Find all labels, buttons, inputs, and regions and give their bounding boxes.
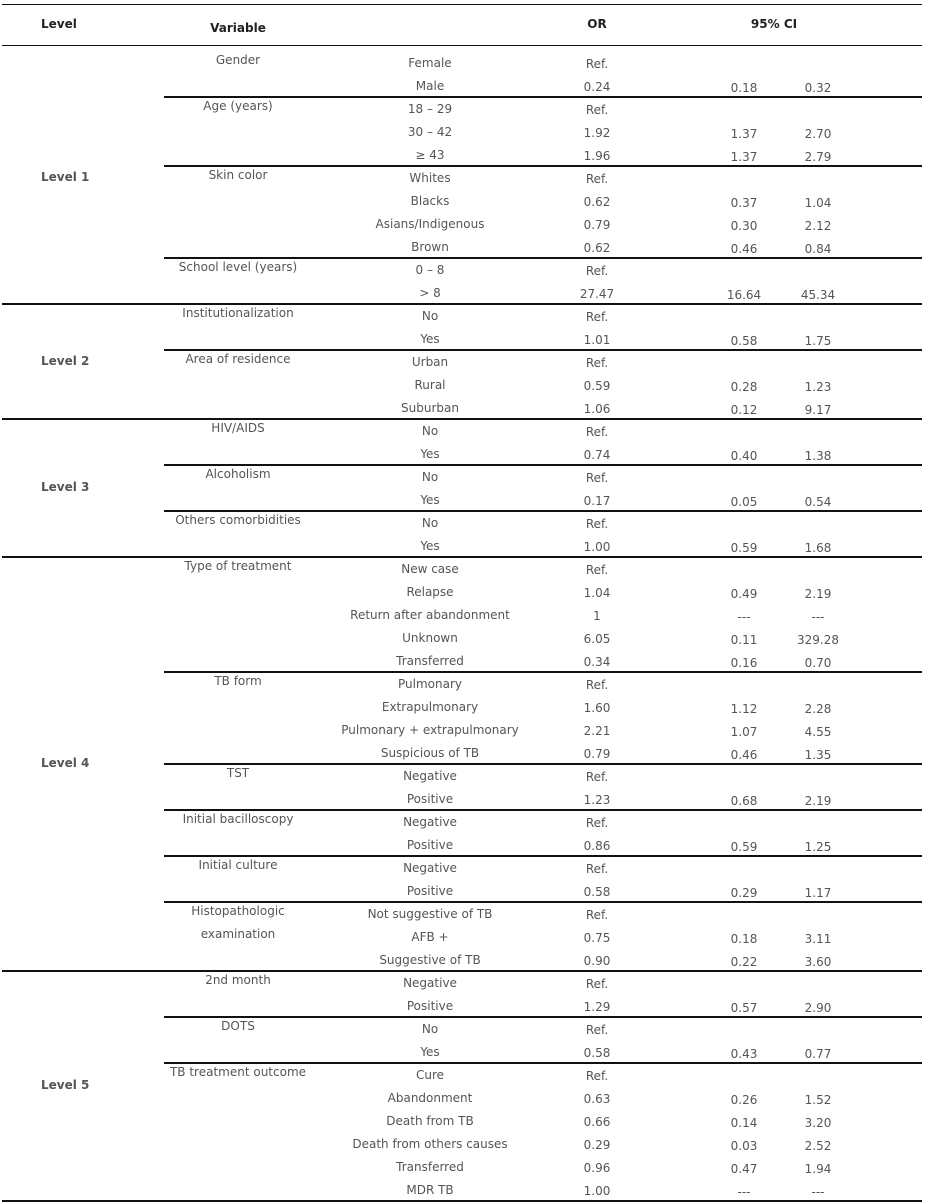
odds-ratio-value: 0.86	[583, 839, 611, 853]
odds-ratio-value: Ref.	[585, 1069, 609, 1083]
odds-ratio-value: 0.75	[583, 931, 611, 945]
category-label: Negative	[403, 815, 457, 829]
ci-upper-value: 0.77	[804, 1047, 832, 1061]
ci-upper-value: 9.17	[804, 403, 832, 417]
odds-ratio-value: Ref.	[585, 517, 609, 531]
group-divider	[164, 1016, 922, 1018]
category-label: No	[421, 424, 439, 438]
odds-ratio-value: 0.90	[583, 954, 611, 968]
ci-lower-value: 1.12	[730, 702, 758, 716]
category-label: Relapse	[406, 585, 454, 599]
level-label: Level 3	[41, 480, 90, 494]
category-label: Negative	[403, 976, 457, 990]
group-divider	[164, 464, 922, 466]
ci-lower-value: 1.37	[730, 127, 758, 141]
level-label: Level 5	[41, 1078, 90, 1092]
header-or: OR	[587, 17, 607, 31]
variable-name: Initial bacilloscopy	[182, 812, 294, 826]
group-divider	[164, 510, 922, 512]
odds-ratio-value: 0.58	[583, 1046, 611, 1060]
category-label: Positive	[406, 884, 454, 898]
category-label: Yes	[420, 539, 440, 553]
ci-lower-value: 0.29	[730, 886, 758, 900]
ci-lower-value: 0.47	[730, 1162, 758, 1176]
odds-ratio-value: 0.96	[583, 1161, 611, 1175]
ci-lower-value: 0.46	[730, 748, 758, 762]
category-label: Yes	[420, 332, 440, 346]
header-level: Level	[41, 17, 77, 31]
category-label: 0 – 8	[415, 263, 445, 277]
category-label: Extrapulmonary	[381, 700, 479, 714]
ci-upper-value: 2.70	[804, 127, 832, 141]
variable-name: DOTS	[221, 1019, 255, 1033]
category-label: Transferred	[396, 1160, 464, 1174]
ci-lower-value: 0.03	[730, 1139, 758, 1153]
category-label: Blacks	[410, 194, 450, 208]
variable-name: HIV/AIDS	[211, 421, 265, 435]
category-label: Return after abandonment	[350, 608, 510, 622]
ci-upper-value: 1.52	[804, 1093, 832, 1107]
odds-ratio-value: 0.62	[583, 195, 611, 209]
level-label: Level 4	[41, 756, 90, 770]
odds-ratio-value: 6.05	[583, 632, 611, 646]
odds-ratio-value: 0.62	[583, 241, 611, 255]
odds-ratio-value: Ref.	[585, 172, 609, 186]
odds-ratio-value: Ref.	[585, 1023, 609, 1037]
group-divider	[164, 763, 922, 765]
odds-ratio-value: 0.74	[583, 448, 611, 462]
category-label: Death from TB	[386, 1114, 474, 1128]
ci-lower-value: 0.22	[730, 955, 758, 969]
group-divider	[164, 809, 922, 811]
odds-ratio-value: Ref.	[585, 310, 609, 324]
category-label: Negative	[403, 861, 457, 875]
ci-lower-value: 0.26	[730, 1093, 758, 1107]
variable-name: Skin color	[208, 168, 268, 182]
ci-lower-value: 0.43	[730, 1047, 758, 1061]
variable-name: Initial culture	[198, 858, 278, 872]
ci-upper-value: 4.55	[804, 725, 832, 739]
odds-ratio-value: Ref.	[585, 425, 609, 439]
odds-ratio-value: 1.06	[583, 402, 611, 416]
odds-ratio-value: Ref.	[585, 977, 609, 991]
group-divider	[164, 901, 922, 903]
variable-name: Gender	[215, 53, 261, 67]
ci-lower-value: 0.12	[730, 403, 758, 417]
ci-upper-value: 2.90	[804, 1001, 832, 1015]
category-label: Suburban	[401, 401, 459, 415]
category-label: Death from others causes	[352, 1137, 508, 1151]
ci-lower-value: 0.68	[730, 794, 758, 808]
category-label: ≥ 43	[415, 148, 445, 162]
ci-upper-value: 1.94	[804, 1162, 832, 1176]
ci-lower-value: 0.18	[730, 932, 758, 946]
odds-ratio-value: 1.92	[583, 126, 611, 140]
variable-name: TST	[226, 766, 250, 780]
group-divider	[164, 671, 922, 673]
variable-name: Type of treatment	[184, 559, 292, 573]
odds-ratio-value: Ref.	[585, 816, 609, 830]
category-label: Whites	[409, 171, 451, 185]
odds-ratio-value: Ref.	[585, 356, 609, 370]
category-label: AFB +	[411, 930, 449, 944]
ci-lower-value: ---	[737, 610, 751, 624]
ci-lower-value: 0.57	[730, 1001, 758, 1015]
variable-name: examination	[200, 927, 276, 941]
ci-lower-value: 0.59	[730, 840, 758, 854]
ci-upper-value: 2.28	[804, 702, 832, 716]
ci-upper-value: 3.11	[804, 932, 832, 946]
category-label: Brown	[411, 240, 449, 254]
ci-upper-value: 2.79	[804, 150, 832, 164]
ci-upper-value: 3.60	[804, 955, 832, 969]
odds-ratio-value: 1.00	[583, 1184, 611, 1198]
category-label: Rural	[414, 378, 446, 392]
level-divider	[2, 418, 922, 420]
group-divider	[164, 96, 922, 98]
category-label: > 8	[419, 286, 441, 300]
odds-ratio-value: Ref.	[585, 908, 609, 922]
ci-upper-value: ---	[811, 610, 825, 624]
category-label: Yes	[420, 1045, 440, 1059]
category-label: Female	[408, 56, 452, 70]
variable-name: Alcoholism	[205, 467, 271, 481]
ci-upper-value: 0.70	[804, 656, 832, 670]
group-divider	[164, 1062, 922, 1064]
category-label: 18 – 29	[407, 102, 453, 116]
odds-ratio-value: Ref.	[585, 862, 609, 876]
category-label: 30 – 42	[407, 125, 453, 139]
ci-upper-value: 1.68	[804, 541, 832, 555]
odds-ratio-value: Ref.	[585, 264, 609, 278]
ci-lower-value: 0.14	[730, 1116, 758, 1130]
odds-ratio-value: 1.00	[583, 540, 611, 554]
ci-upper-value: 1.38	[804, 449, 832, 463]
ci-upper-value: 0.54	[804, 495, 832, 509]
group-divider	[164, 349, 922, 351]
odds-ratio-value: Ref.	[585, 57, 609, 71]
odds-ratio-value: 1.60	[583, 701, 611, 715]
category-label: Suspicious of TB	[380, 746, 480, 760]
variable-name: TB form	[214, 674, 262, 688]
category-label: Yes	[420, 493, 440, 507]
odds-ratio-value: 0.79	[583, 747, 611, 761]
group-divider	[164, 165, 922, 167]
ci-upper-value: 1.04	[804, 196, 832, 210]
ci-upper-value: 2.12	[804, 219, 832, 233]
odds-ratio-value: Ref.	[585, 103, 609, 117]
odds-ratio-value: Ref.	[585, 678, 609, 692]
group-divider	[164, 855, 922, 857]
category-label: No	[421, 516, 439, 530]
ci-upper-value: ---	[811, 1185, 825, 1199]
level-divider	[2, 970, 922, 972]
ci-lower-value: 0.16	[730, 656, 758, 670]
ci-lower-value: 0.30	[730, 219, 758, 233]
odds-ratio-value: 0.34	[583, 655, 611, 669]
table-top-rule	[2, 4, 922, 5]
odds-ratio-value: Ref.	[585, 563, 609, 577]
variable-name: TB treatment outcome	[169, 1065, 307, 1079]
odds-ratio-value: 27.47	[579, 287, 615, 301]
variable-name: Age (years)	[203, 99, 273, 113]
level-label: Level 2	[41, 354, 90, 368]
group-divider	[164, 257, 922, 259]
ci-lower-value: 0.49	[730, 587, 758, 601]
odds-ratio-value: 0.17	[583, 494, 611, 508]
odds-ratio-value: 0.29	[583, 1138, 611, 1152]
level-label: Level 1	[41, 170, 90, 184]
odds-ratio-value: 0.24	[583, 80, 611, 94]
ci-lower-value: 0.46	[730, 242, 758, 256]
ci-upper-value: 1.23	[804, 380, 832, 394]
ci-lower-value: 0.58	[730, 334, 758, 348]
odds-ratio-value: 0.79	[583, 218, 611, 232]
category-label: Suggestive of TB	[379, 953, 481, 967]
ci-lower-value: 0.18	[730, 81, 758, 95]
category-label: Positive	[406, 792, 454, 806]
category-label: Unknown	[402, 631, 458, 645]
ci-upper-value: 1.75	[804, 334, 832, 348]
ci-upper-value: 45.34	[800, 288, 836, 302]
odds-ratio-value: 0.58	[583, 885, 611, 899]
variable-name: Area of residence	[185, 352, 291, 366]
odds-ratio-value: 1.23	[583, 793, 611, 807]
odds-ratio-value: 1	[593, 609, 601, 623]
category-label: Yes	[420, 447, 440, 461]
variable-name: Institutionalization	[182, 306, 294, 320]
table-bottom-rule	[2, 1200, 922, 1202]
variable-name: Histopathologic	[191, 904, 285, 918]
ci-upper-value: 2.19	[804, 587, 832, 601]
category-label: New case	[401, 562, 459, 576]
ci-lower-value: 0.11	[730, 633, 758, 647]
level-divider	[2, 556, 922, 558]
category-label: MDR TB	[406, 1183, 454, 1197]
ci-upper-value: 1.25	[804, 840, 832, 854]
variable-name: 2nd month	[205, 973, 271, 987]
ci-upper-value: 3.20	[804, 1116, 832, 1130]
ci-upper-value: 0.32	[804, 81, 832, 95]
ci-lower-value: 1.37	[730, 150, 758, 164]
ci-upper-value: 1.35	[804, 748, 832, 762]
variable-name: School level (years)	[178, 260, 298, 274]
variable-name: Others comorbidities	[175, 513, 301, 527]
level-divider	[2, 303, 922, 305]
odds-ratio-value: Ref.	[585, 471, 609, 485]
ci-lower-value: 0.40	[730, 449, 758, 463]
ci-upper-value: 0.84	[804, 242, 832, 256]
odds-ratio-value: 1.01	[583, 333, 611, 347]
category-label: Transferred	[396, 654, 464, 668]
ci-lower-value: 0.05	[730, 495, 758, 509]
category-label: Abandonment	[387, 1091, 473, 1105]
ci-upper-value: 2.52	[804, 1139, 832, 1153]
ci-lower-value: 1.07	[730, 725, 758, 739]
category-label: Pulmonary + extrapulmonary	[341, 723, 519, 737]
ci-lower-value: 16.64	[726, 288, 762, 302]
ci-lower-value: 0.37	[730, 196, 758, 210]
category-label: Negative	[403, 769, 457, 783]
odds-ratio-value: 1.96	[583, 149, 611, 163]
odds-ratio-value: Ref.	[585, 770, 609, 784]
category-label: No	[421, 470, 439, 484]
odds-ratio-value: 0.59	[583, 379, 611, 393]
odds-ratio-value: 1.29	[583, 1000, 611, 1014]
category-label: Cure	[415, 1068, 445, 1082]
header-variable: Variable	[210, 21, 266, 35]
header-bottom-rule	[2, 45, 922, 46]
category-label: Positive	[406, 838, 454, 852]
category-label: Not suggestive of TB	[367, 907, 493, 921]
odds-ratio-value: 2.21	[583, 724, 611, 738]
category-label: Pulmonary	[398, 677, 462, 691]
category-label: Positive	[406, 999, 454, 1013]
ci-upper-value: 329.28	[797, 633, 839, 647]
ci-lower-value: ---	[737, 1185, 751, 1199]
ci-lower-value: 0.28	[730, 380, 758, 394]
odds-ratio-value: 0.66	[583, 1115, 611, 1129]
category-label: No	[421, 1022, 439, 1036]
category-label: Male	[415, 79, 445, 93]
header-ci: 95% CI	[750, 17, 798, 31]
category-label: Urban	[411, 355, 449, 369]
odds-ratio-value: 1.04	[583, 586, 611, 600]
odds-ratio-value: 0.63	[583, 1092, 611, 1106]
ci-upper-value: 1.17	[804, 886, 832, 900]
category-label: No	[421, 309, 439, 323]
category-label: Asians/Indigenous	[375, 217, 485, 231]
ci-lower-value: 0.59	[730, 541, 758, 555]
ci-upper-value: 2.19	[804, 794, 832, 808]
